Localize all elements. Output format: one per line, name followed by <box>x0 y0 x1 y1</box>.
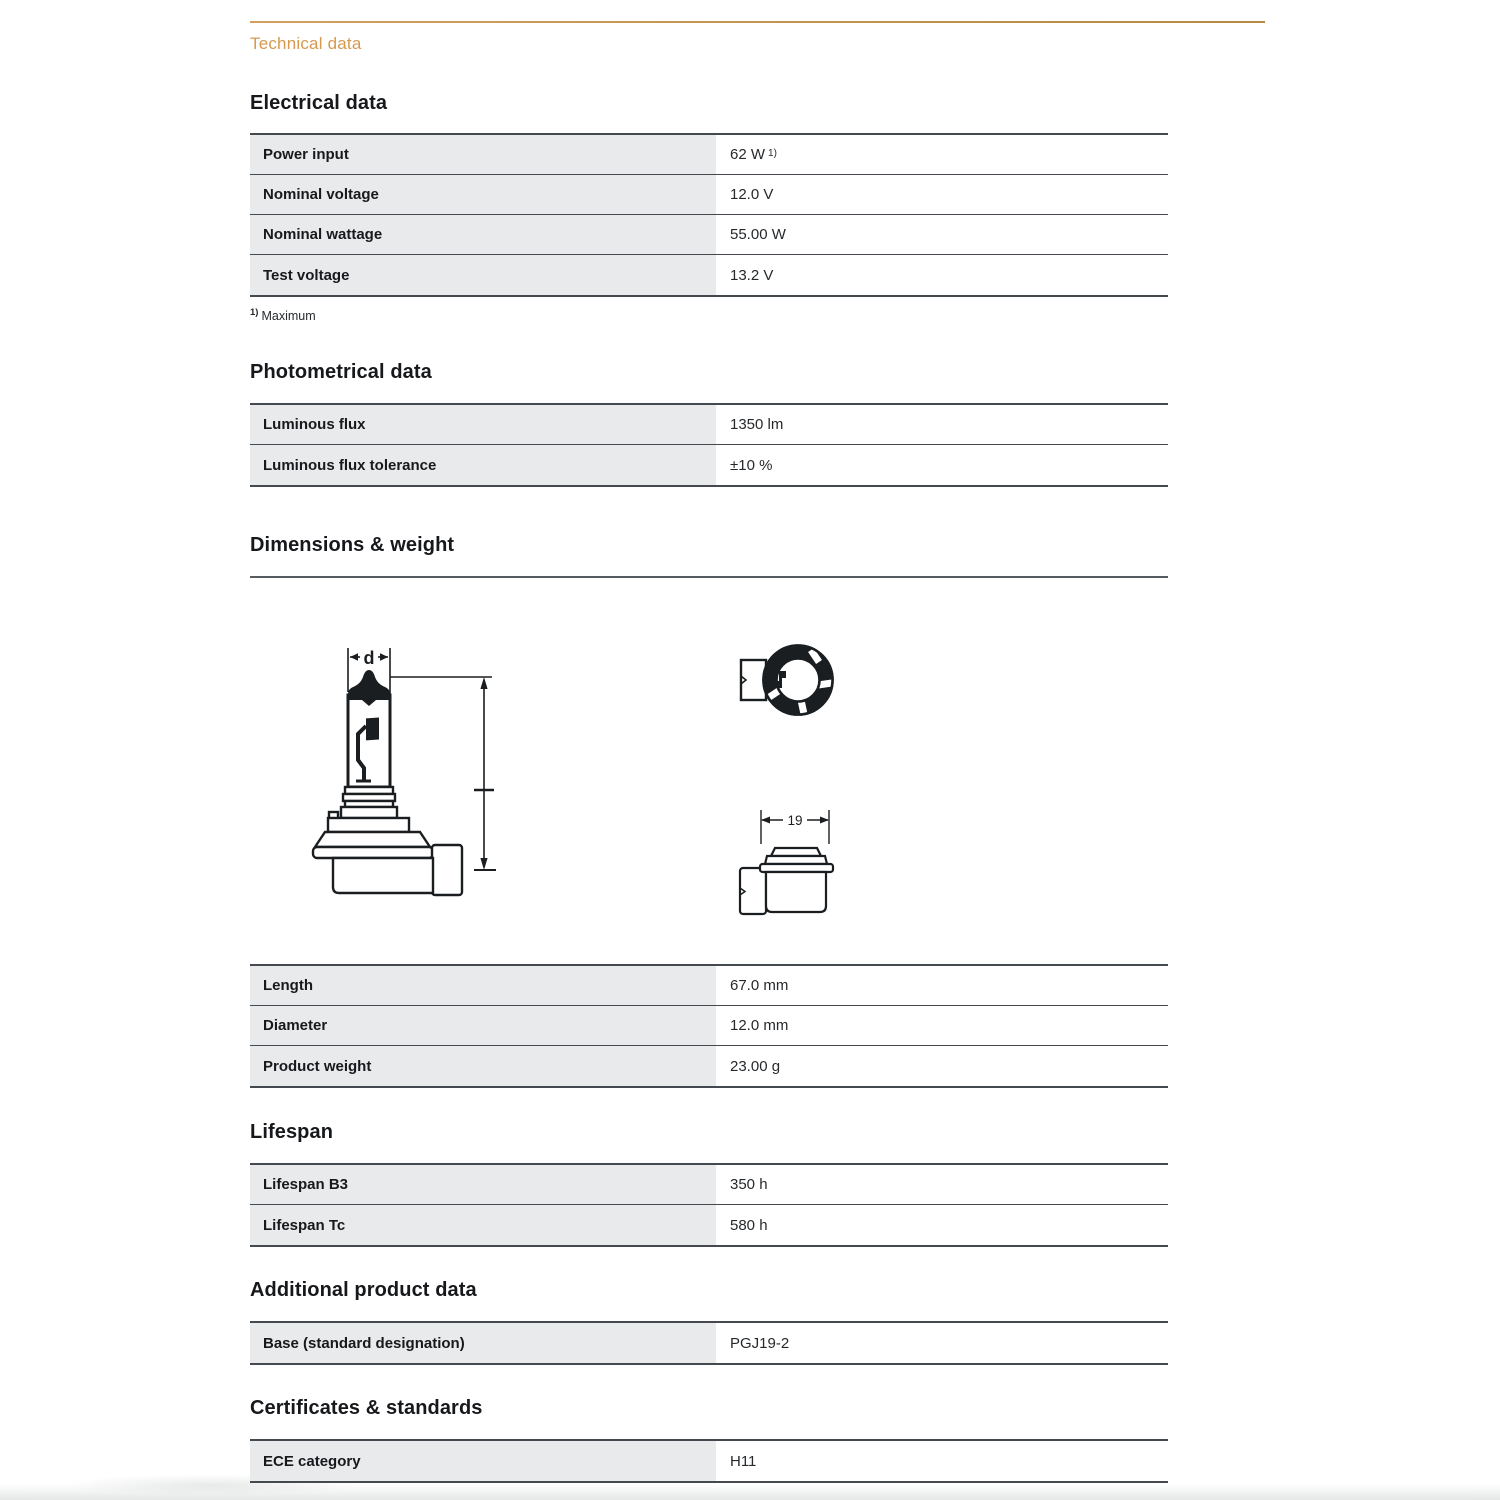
lifespan-table <box>250 1163 1168 1247</box>
table-row <box>250 1441 1168 1481</box>
table-row <box>250 966 1168 1006</box>
bulb-axial-view-drawing <box>730 645 865 755</box>
footnote-marker: 1) <box>250 307 259 318</box>
certificates-standards-table <box>250 1439 1168 1483</box>
table-row <box>250 255 1168 295</box>
row-value: H11 <box>730 1452 757 1470</box>
electrical-data-table <box>250 133 1168 297</box>
row-value: 55.00 W <box>730 226 786 243</box>
base-width-dimension-label: 19 <box>787 813 803 828</box>
section-title-additional: Additional product data <box>250 1279 477 1301</box>
row-label: Test voltage <box>250 255 716 295</box>
table-row <box>250 135 1168 175</box>
section-title-dimensions: Dimensions & weight <box>250 534 455 556</box>
footnote-text: Maximum <box>261 309 316 324</box>
table-row <box>250 215 1168 255</box>
table-row <box>250 1006 1168 1046</box>
row-value: 580 h <box>730 1216 768 1234</box>
row-label: Lifespan B3 <box>250 1165 716 1204</box>
dimensions-weight-table <box>250 964 1168 1088</box>
row-label: Base (standard designation) <box>250 1323 716 1363</box>
table-row <box>250 1205 1168 1245</box>
row-label: Nominal voltage <box>250 175 716 214</box>
table-row <box>250 1165 1168 1205</box>
connector-block <box>432 845 462 895</box>
row-value: 67.0 mm <box>730 977 789 994</box>
section-title-electrical: Electrical data <box>250 92 388 114</box>
table-row <box>250 1046 1168 1086</box>
row-value: 1350 lm <box>730 416 784 433</box>
row-value: ±10 % <box>730 456 773 474</box>
row-value: 23.00 g <box>730 1057 781 1075</box>
section-title-lifespan: Lifespan <box>250 1121 334 1143</box>
row-label: Product weight <box>250 1046 716 1086</box>
table-row <box>250 405 1168 445</box>
section-title-certificates: Certificates & standards <box>250 1397 483 1419</box>
row-value <box>716 135 1168 174</box>
value-text: 62 W <box>730 146 766 163</box>
accent-top-rule <box>250 21 1265 23</box>
row-label: Luminous flux <box>250 405 716 444</box>
footnote-maximum <box>250 307 316 323</box>
footnote-marker: 1) <box>768 148 777 159</box>
row-label: Length <box>250 966 716 1005</box>
row-value: PGJ19-2 <box>730 1334 790 1352</box>
row-label: Luminous flux tolerance <box>250 445 716 485</box>
photometrical-data-table <box>250 403 1168 487</box>
table-row <box>250 445 1168 485</box>
row-value: 13.2 V <box>730 266 774 284</box>
diameter-dimension-label: d <box>363 648 375 668</box>
section-divider <box>250 576 1168 578</box>
filament <box>366 717 379 740</box>
row-label: Lifespan Tc <box>250 1205 716 1245</box>
additional-product-data-table <box>250 1321 1168 1365</box>
row-label: ECE category <box>250 1441 716 1481</box>
table-row <box>250 1323 1168 1363</box>
table-row <box>250 175 1168 215</box>
row-value: 350 h <box>730 1176 768 1193</box>
bulb-side-view-drawing <box>300 640 510 940</box>
row-label: Power input <box>250 135 716 174</box>
base-profile-drawing <box>738 806 848 918</box>
section-title-photometrical: Photometrical data <box>250 361 432 383</box>
row-value: 12.0 mm <box>730 1017 789 1034</box>
row-value: 12.0 V <box>730 186 774 203</box>
row-label: Diameter <box>250 1006 716 1045</box>
tab-technical-data[interactable]: Technical data <box>250 34 362 53</box>
row-label: Nominal wattage <box>250 215 716 254</box>
